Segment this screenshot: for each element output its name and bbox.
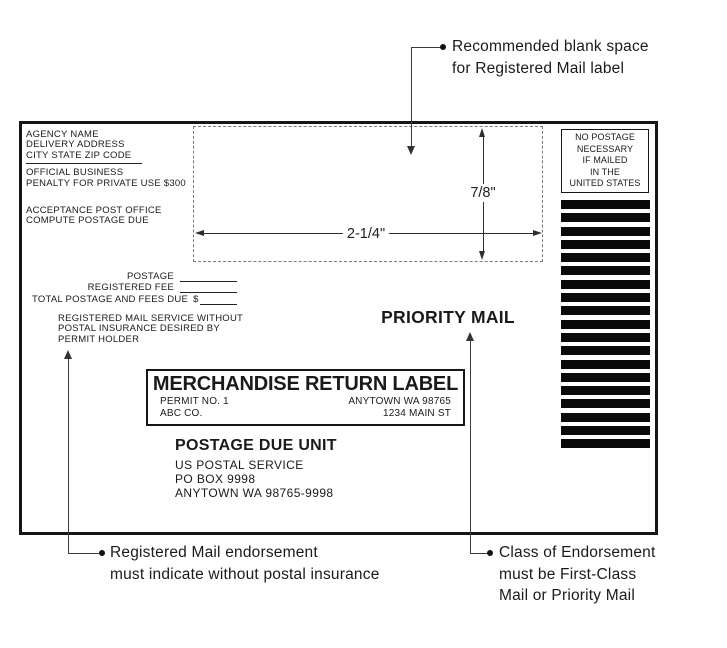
facing-bar: [561, 293, 650, 302]
registered-mail-blank-area: [193, 126, 543, 262]
endorsement-line: REGISTERED MAIL SERVICE WITHOUT: [58, 313, 244, 324]
postage-fee-blank: [180, 272, 237, 282]
registered-fee-blank: [180, 283, 237, 293]
callout-line: must be First-Class: [499, 565, 637, 583]
envelope-outline: [19, 121, 658, 535]
postage-due-address-line: US POSTAL SERVICE: [175, 458, 304, 472]
delivery-address-line: DELIVERY ADDRESS: [26, 139, 125, 151]
permit-street: 1234 MAIN ST: [383, 407, 451, 419]
facing-identification-bars: [561, 200, 650, 453]
callout-bullet-icon: [487, 550, 493, 556]
callout-line: Class of Endorsement: [499, 544, 656, 561]
arrow-down-icon: [407, 146, 415, 155]
postage-due-address-line: PO BOX 9998: [175, 472, 256, 487]
callout-bullet-icon: [440, 44, 446, 50]
callout-line: Registered Mail endorsement: [110, 544, 318, 561]
postage-due-address-line: ANYTOWN WA 98765-9998: [175, 486, 334, 501]
facing-bar: [561, 240, 650, 249]
registered-fee-label: REGISTERED FEE: [87, 282, 174, 294]
endorsement-line: POSTAL INSURANCE DESIRED BY: [58, 323, 220, 335]
dollar-sign: $: [193, 294, 199, 306]
merchandise-return-label-box: [146, 369, 465, 426]
agency-name-line: AGENCY NAME: [26, 129, 99, 140]
callout-bullet-icon: [99, 550, 105, 556]
total-fee-row: [32, 293, 237, 305]
no-postage-box: [561, 129, 649, 193]
facing-bar: [561, 360, 650, 369]
registered-service-endorsement: [58, 314, 243, 345]
compute-postage-line: COMPUTE POSTAGE DUE: [26, 215, 149, 227]
facing-bar: [561, 320, 650, 329]
blank-space-callout-vline: [411, 47, 412, 146]
total-fee-blank: [200, 295, 237, 305]
company-name: ABC CO.: [160, 407, 203, 419]
callout-line: Recommended blank space: [452, 38, 649, 55]
callout-line: must indicate without postal insurance: [110, 565, 380, 583]
arrow-right-icon: [533, 230, 542, 236]
no-postage-line: IN THE: [590, 166, 620, 177]
class-callout-vline: [470, 340, 471, 554]
permit-info-row: [148, 396, 463, 419]
callout-line: for Registered Mail label: [452, 59, 625, 77]
width-dimension-label: 2-1/4": [343, 225, 389, 243]
facing-bar: [561, 373, 650, 382]
total-fee-label: TOTAL POSTAGE AND FEES DUE: [32, 294, 189, 306]
postage-due-unit-title: POSTAGE DUE UNIT: [175, 437, 337, 454]
acceptance-line: ACCEPTANCE POST OFFICE: [26, 205, 162, 217]
no-postage-line: NO POSTAGE: [575, 132, 635, 142]
facing-bar: [561, 346, 650, 355]
permit-right-column: [348, 396, 451, 419]
facing-bar: [561, 333, 650, 342]
acceptance-post-office-group: [26, 206, 186, 227]
registered-callout-hline: [68, 553, 99, 554]
postage-due-unit-block: [175, 437, 337, 501]
arrow-left-icon: [195, 230, 204, 236]
facing-bar: [561, 306, 650, 315]
facing-bar: [561, 399, 650, 408]
registered-fee-row: [32, 282, 237, 294]
arrow-down-icon: [479, 251, 485, 260]
endorsement-line: PERMIT HOLDER: [58, 333, 140, 345]
facing-bar: [561, 413, 650, 422]
no-postage-line: IF MAILED: [582, 155, 628, 166]
sender-address-block: [26, 130, 186, 227]
merchandise-return-label-title: MERCHANDISE RETURN LABEL: [152, 373, 459, 395]
permit-city: ANYTOWN WA 98765: [348, 396, 451, 407]
blank-space-callout-hline: [411, 47, 442, 48]
class-callout-text: [499, 542, 656, 607]
permit-number: PERMIT NO. 1: [160, 396, 229, 407]
height-dimension-label: 7/8": [466, 184, 499, 202]
callout-line: Mail or Priority Mail: [499, 587, 635, 604]
official-business-line: OFFICIAL BUSINESS: [26, 167, 124, 179]
class-callout-hline: [470, 553, 488, 554]
postage-fee-label: POSTAGE: [127, 270, 174, 282]
fee-table: [32, 270, 237, 305]
no-postage-line: NECESSARY: [576, 143, 634, 154]
facing-bar: [561, 253, 650, 262]
postage-fee-row: [32, 270, 237, 282]
registered-callout-vline: [68, 358, 69, 554]
address-divider-rule: [26, 163, 142, 164]
arrow-up-icon: [479, 128, 485, 137]
priority-mail-endorsement: PRIORITY MAIL: [381, 307, 515, 327]
penalty-line: PENALTY FOR PRIVATE USE $300: [26, 177, 186, 189]
postage-due-address: [175, 458, 337, 501]
facing-bar: [561, 386, 650, 395]
permit-left-column: [160, 396, 229, 419]
city-state-zip-line: CITY STATE ZIP CODE: [26, 149, 132, 161]
facing-bar: [561, 426, 650, 435]
facing-bar: [561, 439, 650, 448]
no-postage-line: UNITED STATES: [569, 178, 641, 189]
facing-bar: [561, 213, 650, 222]
facing-bar: [561, 200, 650, 209]
facing-bar: [561, 280, 650, 289]
facing-bar: [561, 227, 650, 236]
registered-callout-text: [110, 542, 380, 585]
blank-space-callout-text: [452, 36, 649, 79]
facing-bar: [561, 266, 650, 275]
